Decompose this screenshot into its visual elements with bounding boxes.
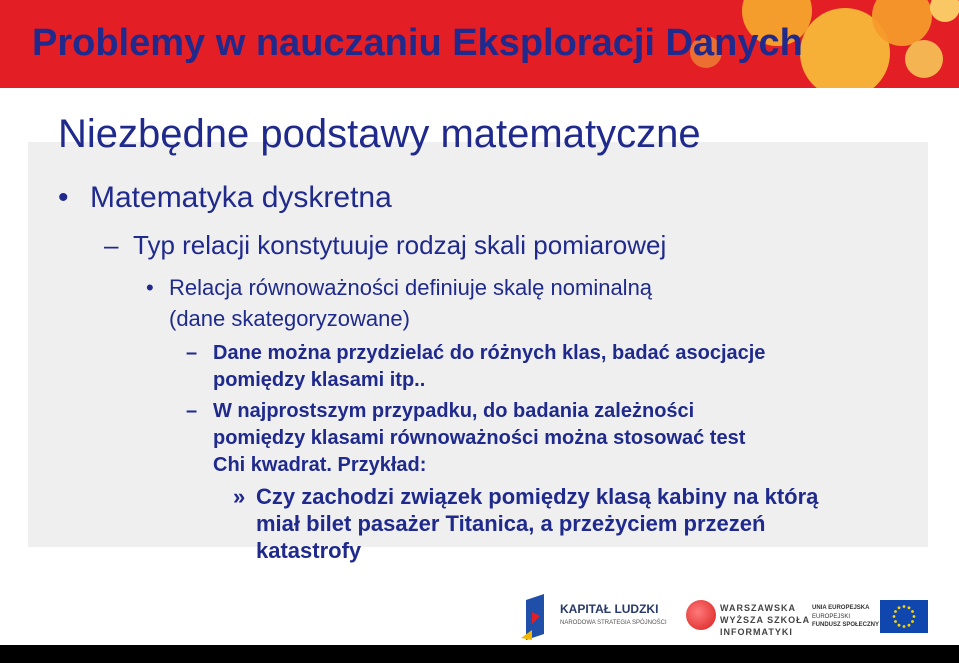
bullet-level3-line: (dane skategoryzowane) xyxy=(169,306,410,331)
bullet-level5-line: miał bilet pasażer Titanica, a przeżyciem przezeń xyxy=(256,511,766,536)
bullet-level4-line: W najprostszym przypadku, do badania zależności xyxy=(213,400,695,422)
bullet-marker: • xyxy=(58,181,69,214)
bullet-level4-line: pomiędzy klasami itp.. xyxy=(213,369,426,391)
dash-marker: – xyxy=(186,342,198,364)
bullet-level5-line: Czy zachodzi związek pomiędzy klasą kabiny na którą xyxy=(256,484,819,509)
bullet-level2: Typ relacji konstytuuje rodzaj skali pomiarowej xyxy=(133,230,667,260)
bullet-marker: • xyxy=(146,275,154,300)
wsi-logo-icon xyxy=(686,600,716,630)
dash-marker: – xyxy=(104,230,119,260)
kapital-ludzki-logo-icon xyxy=(518,594,552,640)
bullet-level1: Matematyka dyskretna xyxy=(90,181,392,214)
wsi-logo-line: WYŻSZA SZKOŁA xyxy=(720,615,811,625)
bullet-level5-line: katastrofy xyxy=(256,538,362,563)
slide-title: Problemy w nauczaniu Eksploracji Danych xyxy=(32,22,803,64)
bullet-level4-line: Dane można przydzielać do różnych klas, badać asocjacje xyxy=(213,342,766,364)
raquo-marker: » xyxy=(233,484,246,509)
wsi-logo-line: INFORMATYKI xyxy=(720,627,793,637)
bullet-level4-line: Chi kwadrat. Przykład: xyxy=(213,454,427,476)
kapital-ludzki-logo-text: KAPITAŁ LUDZKI xyxy=(560,602,659,616)
dash-marker: – xyxy=(186,400,198,422)
section-heading: Niezbędne podstawy matematyczne xyxy=(58,112,701,156)
wsi-logo-line: WARSZAWSKA xyxy=(720,603,796,613)
eu-logo-line: FUNDUSZ SPOŁECZNY xyxy=(812,622,880,628)
bullet-level4-line: pomiędzy klasami równoważności można stosować test xyxy=(213,427,746,449)
kapital-ludzki-subtitle: NARODOWA STRATEGIA SPÓJNOŚCI xyxy=(560,620,667,626)
eu-logo-line: EUROPEJSKI xyxy=(812,614,851,620)
bullet-level3-line: Relacja równoważności definiuje skalę nominalną xyxy=(169,275,653,300)
eu-logo-line: UNIA EUROPEJSKA xyxy=(812,605,870,611)
eu-flag-icon xyxy=(880,600,928,633)
footer-bar xyxy=(0,645,959,663)
